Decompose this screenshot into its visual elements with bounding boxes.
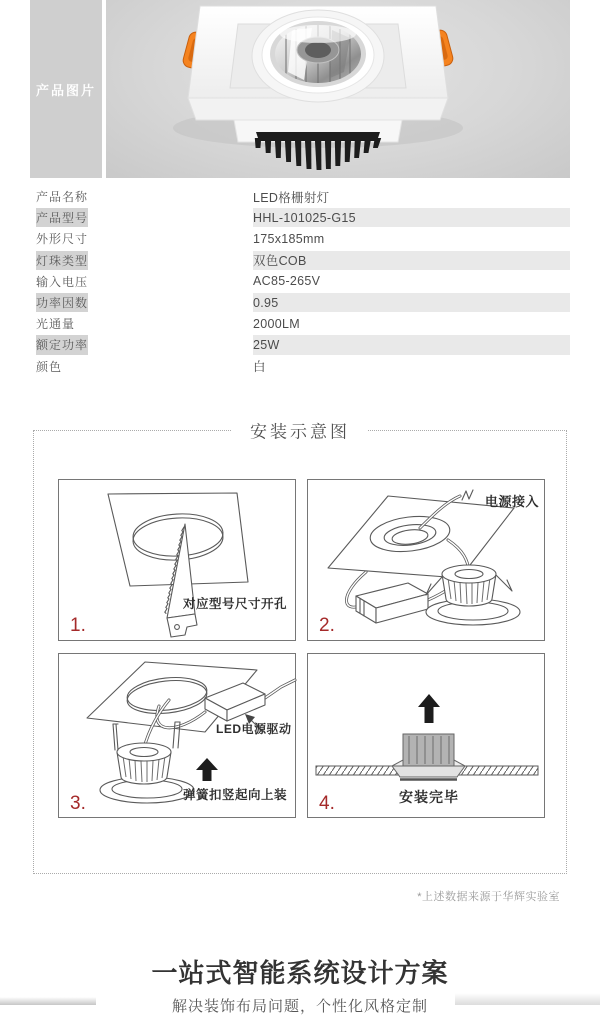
spec-label: 光通量	[36, 317, 76, 332]
spec-label: 颜色	[36, 359, 63, 374]
step-caption: 对应型号尺寸开孔	[182, 597, 287, 611]
spec-value: 双色COB	[93, 250, 570, 271]
product-image-label-cell	[30, 0, 102, 178]
table-row	[0, 207, 600, 228]
install-step-4	[307, 653, 545, 818]
section-title: 安装示意图	[232, 418, 368, 443]
step-number: 1.	[70, 615, 86, 636]
banner-subheading: 解决装饰布局问题，个性化风格定制	[171, 998, 428, 1015]
driver-box	[356, 583, 428, 623]
table-row	[0, 228, 600, 249]
table-row	[0, 313, 600, 334]
table-row	[0, 271, 600, 292]
data-source-footnote: *上述数据来源于华辉实验室	[417, 891, 560, 903]
install-step-1	[58, 479, 296, 641]
spec-value: 白	[253, 360, 266, 375]
spec-value: 2000LM	[253, 316, 300, 331]
spec-value: 25W	[93, 334, 570, 355]
step-caption: 安装完毕	[399, 789, 459, 805]
driver-label: LED电源驱动	[216, 722, 292, 736]
step-number: 2.	[319, 615, 335, 636]
table-row	[0, 186, 600, 207]
table-row	[0, 334, 600, 355]
step-caption: 电源接入	[485, 494, 540, 509]
table-row	[0, 250, 600, 271]
spec-value: 0.95	[93, 292, 570, 313]
spec-table	[0, 186, 600, 377]
product-image-label: 产品图片	[35, 82, 96, 98]
spec-label: 外形尺寸	[36, 232, 89, 247]
step-number: 4.	[319, 793, 335, 814]
heatsink	[255, 132, 381, 170]
table-row	[0, 292, 600, 313]
spec-label: 灯珠类型	[30, 250, 88, 271]
spec-label: 产品型号	[30, 207, 88, 228]
spec-value: 175x185mm	[253, 231, 325, 246]
spec-value: LED格栅射灯	[253, 190, 330, 205]
spec-label: 产品名称	[36, 190, 89, 205]
step-number: 3.	[70, 793, 86, 814]
step-caption: 弹簧扣竖起向上装	[182, 788, 287, 802]
spec-value: HHL-101025-G15	[93, 207, 570, 228]
install-step-2	[307, 479, 545, 641]
table-row	[0, 356, 600, 377]
next-section-photo-edge	[0, 997, 96, 1005]
product-photo-illustration	[106, 0, 570, 178]
installed-fixture	[392, 734, 465, 780]
up-arrow-icon	[418, 694, 440, 723]
spec-label: 输入电压	[36, 274, 89, 289]
product-photo	[106, 0, 570, 178]
up-arrow-icon	[196, 758, 218, 781]
install-step-3	[58, 653, 296, 818]
next-section-photo-edge	[455, 993, 600, 1005]
banner-heading: 一站式智能系统设计方案	[151, 958, 449, 988]
spec-label: 功率因数	[30, 292, 88, 313]
reflector	[252, 10, 384, 102]
spec-label: 额定功率	[30, 334, 88, 355]
spec-value: AC85-265V	[253, 274, 321, 289]
